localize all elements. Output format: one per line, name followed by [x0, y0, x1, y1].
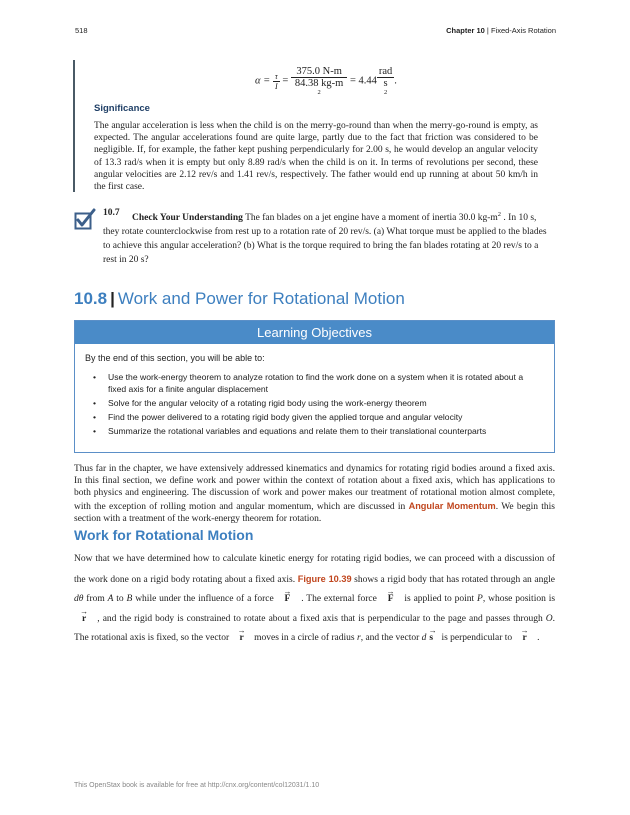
numeric-fraction: [291, 66, 347, 96]
chapter-prefix: Chapter 10: [446, 26, 485, 35]
learning-objectives-intro: By the end of this section, you will be able to:: [85, 353, 265, 363]
learning-objectives-heading: Learning Objectives: [75, 321, 554, 344]
work-paragraph: [74, 550, 555, 649]
eq-numerator: 375.0 N-m: [291, 66, 347, 78]
text-run: , and the vector: [360, 633, 422, 643]
unit-denominator: s: [383, 78, 388, 89]
unit-numerator: rad: [378, 66, 393, 77]
position-vector: → r: [74, 610, 94, 630]
angular-momentum-link[interactable]: Angular Momentum: [408, 500, 496, 511]
text-run: Now that we have determined how to calculate kinetic energy for rotating rigid bodies, we can proceed with a discussion of the work done on a rigid body rotating about a fixed axis.: [74, 554, 555, 585]
example-sidebar-rule: [73, 60, 75, 192]
unit-fraction: [377, 66, 394, 96]
text-run: from: [83, 594, 108, 604]
objective-item: • Find the power delivered to a rotating rigid body given the applied torque and angular velocity: [93, 412, 533, 424]
chapter-title: Fixed-Axis Rotation: [490, 26, 556, 35]
cyu-text-b: . In 10 s, they rotate counterclockwise from rest up to a rotation rate of 20 rev/s. (a) What torque must be applied to the blades to achieve this angular acceleration? (b) What is the torque required to bring the fan blades rotating at 20 rev/s to a rest in 20 s?: [103, 213, 547, 265]
eq-result: = 4.44: [349, 75, 377, 87]
displacement-vector: → s: [426, 629, 439, 649]
intro-text: Thus far in the chapter, we have extensively addressed kinematics and dynamics for rotating rigid bodies around a fixed axis. In this final section, we define work and power within the context of rotation about a fixed axis, which has applications to both physics and engineering. The discussion of work and power makes our treatment of rotational motion almost complete, with the exception of rolling motion and angular momentum, which are discussed in: [74, 464, 555, 512]
point-a: A: [107, 594, 114, 604]
text-run: is perpendicular to: [439, 633, 515, 643]
eq-lhs: α =: [255, 75, 271, 87]
section-bar: |: [110, 289, 115, 308]
cyu-exponent: 2: [497, 211, 502, 218]
text-run: shows a rigid body that has rotated through an angle: [351, 574, 555, 585]
intro-text-end: . We begin this section with a treatment of the work-energy theorem for rotation.: [74, 501, 555, 524]
tau-symbol: τ: [274, 71, 278, 81]
running-header: [446, 26, 556, 35]
learning-objectives-box: [74, 320, 555, 453]
force-vector: → F: [380, 590, 402, 610]
objective-item: • Solve for the angular velocity of a rotating rigid body using the work-energy theorem: [93, 398, 533, 410]
point-p: P: [477, 594, 483, 604]
text-run: . The rotational axis is fixed, so the vector: [74, 613, 555, 643]
text-run: , whose position is: [482, 594, 556, 604]
text-run: is applied to point: [401, 594, 478, 604]
section-heading: [74, 289, 405, 309]
chapter-separator: |: [484, 26, 491, 35]
eq-den-exponent: 2: [317, 89, 321, 96]
eq-denominator-wrap: [291, 78, 347, 96]
text-run: .: [534, 633, 540, 643]
text-run: , and the rigid body is constrained to rotate about a fixed axis that is perpendicular to the page and passes through: [94, 613, 546, 624]
page-number: 518: [75, 26, 88, 35]
section-title-text: Work and Power for Rotational Motion: [117, 289, 405, 308]
check-your-understanding: [103, 208, 548, 267]
subsection-heading: Work for Rotational Motion: [74, 527, 254, 543]
position-vector: → r: [515, 629, 535, 649]
unit-den-exponent: 2: [383, 89, 388, 96]
cyu-label: Check Your Understanding: [132, 213, 243, 224]
page-footer: This OpenStax book is available for free at http://cnx.org/content/col12031/1.10: [74, 782, 320, 789]
objective-item: • Summarize the rotational variables and equations and relate them to their translational counterparts: [93, 426, 533, 438]
point-o: O: [545, 613, 553, 624]
text-run: moves in a circle of radius: [251, 633, 357, 643]
cyu-number: 10.7: [103, 208, 120, 218]
radius-r: r: [356, 633, 361, 643]
text-run: while under the influence of a force: [132, 594, 277, 604]
differential-d: d: [421, 633, 427, 643]
intro-paragraph: [74, 463, 555, 525]
checkbox-pencil-icon: [74, 208, 96, 230]
figure-10-39-link[interactable]: Figure 10.39: [297, 573, 352, 584]
point-b: B: [126, 594, 133, 604]
cyu-text-a: The fan blades on a jet engine have a moment of inertia 30.0 kg-m: [242, 213, 498, 224]
eq-denominator: 84.38 kg-m: [294, 78, 344, 89]
dtheta-symbol: dθ: [74, 594, 84, 604]
position-vector: → r: [232, 629, 252, 649]
tau-over-i: [273, 72, 280, 91]
eq-equals: =: [282, 75, 289, 87]
significance-heading: Significance: [94, 103, 150, 114]
significance-text: The angular acceleration is less when the child is on the merry-go-round than when the merry-go-round is empty, as expected. The angular accelerations found are quite large, partly due to the fact that friction was considered to be negligible. If, for example, the father kept pushing perpendicularly for 2.00 s, he would develop an angular velocity of 13.3 rad/s when it is empty but only 8.89 rad/s when the child is on it. In terms of revolutions per second, these angular velocities are 2.12 rev/s and 1.41 rev/s, respectively. The father would end up running at about 50 km/h in the first case.: [94, 121, 538, 193]
text-run: . The external force: [298, 594, 380, 604]
eq-period: .: [394, 75, 397, 87]
learning-objectives-list: [93, 372, 533, 440]
i-symbol: I: [274, 81, 278, 91]
force-vector: → F: [277, 590, 299, 610]
text-run: to: [113, 594, 127, 604]
section-number: 10.8: [74, 289, 108, 308]
angular-acceleration-equation: [255, 66, 397, 96]
unit-denominator-wrap: [377, 78, 394, 96]
objective-item: • Use the work-energy theorem to analyze rotation to find the work done on a system when it is rotated about a fixed axis for a finite angular displacement: [93, 372, 533, 395]
